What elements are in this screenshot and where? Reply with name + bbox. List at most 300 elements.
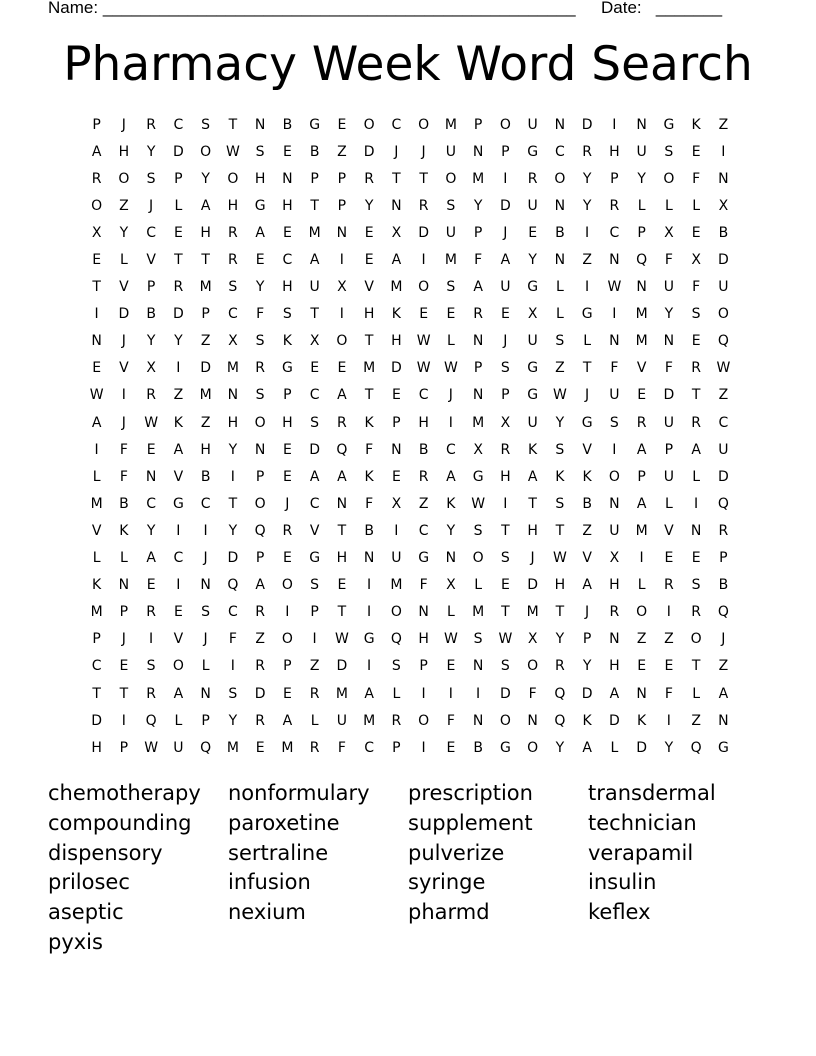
grid-letter[interactable]: S [282, 306, 292, 323]
grid-letter[interactable]: R [527, 170, 538, 187]
grid-letter[interactable]: A [473, 279, 483, 296]
grid-letter[interactable]: F [228, 631, 237, 648]
grid-letter[interactable]: Y [582, 197, 592, 214]
grid-letter[interactable]: E [391, 387, 401, 404]
grid-letter[interactable]: S [146, 658, 156, 675]
grid-letter[interactable]: F [337, 739, 346, 756]
grid-letter[interactable]: O [717, 306, 729, 323]
grid-letter[interactable]: A [200, 197, 211, 214]
grid-letter[interactable]: R [691, 360, 701, 377]
grid-letter[interactable]: S [255, 333, 265, 350]
grid-letter[interactable]: P [119, 739, 129, 756]
grid-letter[interactable]: U [500, 279, 511, 296]
grid-letter[interactable]: X [473, 441, 483, 458]
grid-letter[interactable]: B [146, 306, 156, 323]
grid-letter[interactable]: A [636, 495, 647, 512]
grid-letter[interactable]: Z [337, 143, 347, 160]
grid-letter[interactable]: K [173, 414, 183, 431]
grid-letter[interactable]: R [500, 441, 511, 458]
grid-letter[interactable]: T [555, 604, 565, 621]
grid-letter[interactable]: W [334, 631, 349, 648]
grid-letter[interactable]: T [501, 522, 510, 539]
grid-letter[interactable]: M [390, 577, 403, 594]
grid-letter[interactable]: G [663, 116, 675, 133]
grid-letter[interactable]: C [282, 252, 293, 269]
grid-letter[interactable]: X [391, 224, 402, 241]
grid-letter[interactable]: S [691, 577, 701, 594]
grid-letter[interactable]: I [503, 170, 508, 187]
grid-letter[interactable]: N [554, 197, 566, 214]
grid-letter[interactable]: M [390, 279, 403, 296]
grid-letter[interactable]: U [527, 333, 538, 350]
grid-letter[interactable]: A [173, 441, 184, 458]
grid-letter[interactable]: M [472, 170, 485, 187]
grid-letter[interactable]: U [609, 387, 620, 404]
grid-letter[interactable]: R [664, 577, 674, 594]
grid-letter[interactable]: Y [637, 170, 646, 187]
grid-letter[interactable]: X [664, 224, 674, 241]
grid-letter[interactable]: R [609, 197, 620, 214]
grid-letter[interactable]: E [691, 333, 701, 350]
grid-letter[interactable]: E [146, 441, 156, 458]
grid-letter[interactable]: W [552, 387, 567, 404]
grid-letter[interactable]: K [582, 468, 592, 485]
grid-letter[interactable]: F [365, 441, 374, 458]
grid-letter[interactable]: T [392, 170, 401, 187]
grid-letter[interactable]: Z [691, 712, 701, 729]
grid-letter[interactable]: P [283, 658, 292, 675]
grid-letter[interactable]: A [255, 224, 265, 241]
grid-letter[interactable]: V [636, 360, 647, 377]
grid-letter[interactable]: S [201, 604, 211, 621]
name-field[interactable]: __________________________________________________ [102, 0, 576, 17]
grid-letter[interactable]: E [146, 577, 156, 594]
grid-letter[interactable]: R [691, 414, 701, 431]
grid-letter[interactable]: P [92, 116, 101, 133]
grid-letter[interactable]: L [201, 658, 210, 675]
grid-letter[interactable]: B [309, 143, 320, 160]
grid-letter[interactable]: M [199, 387, 212, 404]
grid-letter[interactable]: T [310, 306, 319, 323]
grid-letter[interactable]: U [527, 414, 538, 431]
grid-letter[interactable]: K [528, 441, 538, 458]
grid-letter[interactable]: G [581, 414, 593, 431]
grid-letter[interactable]: J [585, 604, 590, 621]
grid-letter[interactable]: N [363, 550, 375, 567]
grid-letter[interactable]: C [200, 495, 211, 512]
grid-letter[interactable]: S [255, 387, 265, 404]
grid-letter[interactable]: I [176, 522, 181, 539]
grid-letter[interactable]: I [503, 495, 508, 512]
grid-letter[interactable]: O [336, 333, 348, 350]
grid-letter[interactable]: N [254, 441, 266, 458]
grid-letter[interactable]: X [718, 197, 729, 214]
grid-letter[interactable]: R [282, 522, 293, 539]
grid-letter[interactable]: P [337, 170, 347, 187]
grid-letter[interactable]: E [337, 360, 347, 377]
grid-letter[interactable]: I [585, 224, 590, 241]
grid-letter[interactable]: V [582, 550, 592, 567]
grid-letter[interactable]: S [391, 658, 401, 675]
grid-letter[interactable]: Y [228, 522, 238, 539]
grid-letter[interactable]: E [419, 306, 429, 323]
grid-letter[interactable]: G [281, 360, 293, 377]
grid-letter[interactable]: G [717, 739, 729, 756]
grid-letter[interactable]: M [444, 116, 457, 133]
grid-letter[interactable]: J [121, 414, 126, 431]
grid-letter[interactable]: F [664, 685, 673, 702]
grid-letter[interactable]: E [337, 577, 347, 594]
grid-letter[interactable]: Q [254, 522, 266, 539]
grid-letter[interactable]: D [717, 468, 729, 485]
grid-letter[interactable]: B [200, 468, 211, 485]
grid-letter[interactable]: I [666, 604, 671, 621]
grid-letter[interactable]: E [92, 252, 102, 269]
grid-letter[interactable]: A [500, 252, 511, 269]
grid-letter[interactable]: I [639, 550, 644, 567]
grid-letter[interactable]: S [446, 279, 456, 296]
grid-letter[interactable]: A [609, 685, 620, 702]
grid-letter[interactable]: Q [227, 577, 239, 594]
grid-letter[interactable]: I [339, 306, 344, 323]
grid-letter[interactable]: P [392, 414, 401, 431]
grid-letter[interactable]: H [609, 143, 620, 160]
grid-letter[interactable]: H [391, 333, 402, 350]
grid-letter[interactable]: K [92, 577, 102, 594]
grid-letter[interactable]: N [336, 495, 348, 512]
grid-letter[interactable]: K [119, 522, 129, 539]
grid-letter[interactable]: P [201, 712, 210, 729]
grid-letter[interactable]: O [281, 631, 293, 648]
grid-letter[interactable]: E [337, 116, 347, 133]
grid-letter[interactable]: Q [200, 739, 212, 756]
grid-letter[interactable]: H [609, 577, 620, 594]
grid-letter[interactable]: T [528, 495, 537, 512]
grid-letter[interactable]: W [144, 739, 159, 756]
grid-letter[interactable]: O [172, 658, 184, 675]
grid-letter[interactable]: I [448, 414, 453, 431]
grid-letter[interactable]: L [610, 739, 619, 756]
grid-letter[interactable]: Z [418, 495, 429, 512]
grid-letter[interactable]: L [119, 550, 128, 567]
grid-letter[interactable]: E [173, 224, 183, 241]
grid-letter[interactable]: M [635, 306, 648, 323]
grid-letter[interactable]: D [172, 306, 184, 323]
grid-letter[interactable]: Z [582, 522, 592, 539]
grid-letter[interactable]: R [255, 360, 265, 377]
grid-letter[interactable]: X [91, 224, 102, 241]
grid-letter[interactable]: M [635, 333, 648, 350]
grid-letter[interactable]: E [637, 387, 647, 404]
grid-letter[interactable]: C [364, 739, 375, 756]
grid-letter[interactable]: V [173, 468, 184, 485]
grid-letter[interactable]: R [582, 143, 592, 160]
grid-letter[interactable]: I [448, 685, 453, 702]
grid-letter[interactable]: G [527, 387, 539, 404]
grid-letter[interactable]: X [337, 279, 347, 296]
grid-letter[interactable]: H [609, 658, 620, 675]
grid-letter[interactable]: U [391, 550, 402, 567]
grid-letter[interactable]: P [582, 631, 592, 648]
grid-letter[interactable]: B [418, 441, 429, 458]
grid-letter[interactable]: E [691, 550, 701, 567]
grid-letter[interactable]: B [473, 739, 483, 756]
grid-letter[interactable]: U [336, 712, 347, 729]
grid-letter[interactable]: N [227, 387, 239, 404]
grid-letter[interactable]: E [92, 360, 102, 377]
grid-letter[interactable]: D [499, 685, 511, 702]
grid-letter[interactable]: U [445, 224, 456, 241]
grid-letter[interactable]: Y [664, 306, 674, 323]
grid-letter[interactable]: I [421, 252, 426, 269]
grid-letter[interactable]: X [446, 577, 456, 594]
grid-letter[interactable]: T [174, 252, 183, 269]
grid-letter[interactable]: S [310, 414, 320, 431]
grid-letter[interactable]: M [363, 360, 376, 377]
grid-letter[interactable]: H [282, 197, 293, 214]
grid-letter[interactable]: U [663, 414, 674, 431]
grid-letter[interactable]: A [91, 143, 102, 160]
grid-letter[interactable]: Z [636, 631, 647, 648]
grid-letter[interactable]: R [309, 685, 320, 702]
grid-letter[interactable]: A [309, 252, 320, 269]
grid-letter[interactable]: Z [173, 387, 184, 404]
grid-letter[interactable]: W [498, 631, 513, 648]
grid-letter[interactable]: F [692, 279, 701, 296]
grid-letter[interactable]: M [635, 522, 648, 539]
grid-letter[interactable]: L [174, 712, 183, 729]
grid-letter[interactable]: U [173, 739, 184, 756]
grid-letter[interactable]: O [91, 197, 103, 214]
grid-letter[interactable]: A [527, 468, 538, 485]
grid-letter[interactable]: N [527, 712, 538, 729]
grid-letter[interactable]: I [285, 604, 290, 621]
grid-letter[interactable]: A [173, 685, 184, 702]
grid-letter[interactable]: Y [201, 170, 210, 187]
grid-letter[interactable]: W [607, 279, 622, 296]
grid-letter[interactable]: S [310, 577, 320, 594]
grid-letter[interactable]: Y [582, 170, 592, 187]
grid-letter[interactable]: O [636, 604, 648, 621]
grid-letter[interactable]: N [472, 333, 484, 350]
grid-letter[interactable]: P [392, 739, 401, 756]
grid-letter[interactable]: O [663, 170, 675, 187]
grid-letter[interactable]: O [200, 143, 212, 160]
grid-letter[interactable]: R [146, 685, 156, 702]
grid-letter[interactable]: X [527, 306, 538, 323]
grid-letter[interactable]: J [585, 387, 590, 404]
grid-letter[interactable]: M [526, 604, 539, 621]
grid-letter[interactable]: P [501, 387, 510, 404]
grid-letter[interactable]: Q [336, 441, 348, 458]
grid-letter[interactable]: Q [554, 685, 566, 702]
grid-letter[interactable]: T [419, 170, 428, 187]
grid-letter[interactable]: R [228, 224, 238, 241]
grid-letter[interactable]: E [446, 739, 456, 756]
grid-letter[interactable]: J [285, 495, 290, 512]
grid-letter[interactable]: Q [554, 712, 566, 729]
grid-letter[interactable]: H [91, 739, 102, 756]
grid-letter[interactable]: N [418, 604, 429, 621]
grid-letter[interactable]: C [609, 224, 620, 241]
grid-letter[interactable]: Z [582, 252, 592, 269]
grid-letter[interactable]: F [474, 252, 483, 269]
grid-letter[interactable]: R [255, 712, 265, 729]
grid-letter[interactable]: O [418, 712, 430, 729]
grid-letter[interactable]: L [119, 252, 128, 269]
grid-letter[interactable]: Z [664, 631, 674, 648]
grid-letter[interactable]: T [555, 522, 565, 539]
grid-letter[interactable]: H [554, 577, 566, 594]
grid-letter[interactable]: P [255, 550, 265, 567]
grid-letter[interactable]: R [309, 739, 320, 756]
grid-letter[interactable]: E [691, 224, 701, 241]
grid-letter[interactable]: K [446, 495, 456, 512]
grid-letter[interactable]: I [367, 658, 372, 675]
grid-letter[interactable]: U [663, 468, 674, 485]
grid-letter[interactable]: D [581, 116, 593, 133]
grid-letter[interactable]: E [446, 658, 456, 675]
grid-letter[interactable]: J [503, 333, 508, 350]
grid-letter[interactable]: M [444, 252, 457, 269]
grid-letter[interactable]: J [203, 631, 208, 648]
grid-letter[interactable]: T [691, 658, 701, 675]
grid-letter[interactable]: Z [309, 658, 320, 675]
grid-letter[interactable]: H [418, 631, 429, 648]
grid-letter[interactable]: V [119, 360, 129, 377]
grid-letter[interactable]: D [227, 550, 239, 567]
grid-letter[interactable]: P [473, 116, 483, 133]
grid-letter[interactable]: Q [690, 739, 702, 756]
grid-letter[interactable]: W [716, 360, 731, 377]
grid-letter[interactable]: R [473, 306, 483, 323]
grid-letter[interactable]: F [446, 712, 455, 729]
grid-letter[interactable]: Z [555, 360, 565, 377]
grid-letter[interactable]: R [718, 522, 729, 539]
grid-letter[interactable]: E [282, 224, 292, 241]
grid-letter[interactable]: M [90, 495, 103, 512]
grid-letter[interactable]: O [690, 631, 702, 648]
grid-letter[interactable]: D [636, 739, 648, 756]
grid-letter[interactable]: J [394, 143, 399, 160]
grid-letter[interactable]: Z [718, 658, 729, 675]
grid-letter[interactable]: H [200, 441, 211, 458]
grid-letter[interactable]: G [418, 550, 430, 567]
grid-letter[interactable]: Y [146, 143, 156, 160]
grid-letter[interactable]: K [691, 116, 701, 133]
grid-letter[interactable]: L [92, 550, 101, 567]
grid-letter[interactable]: V [309, 522, 320, 539]
grid-letter[interactable]: I [94, 441, 99, 458]
grid-letter[interactable]: N [91, 333, 102, 350]
grid-letter[interactable]: G [527, 143, 539, 160]
grid-letter[interactable]: E [500, 577, 510, 594]
grid-letter[interactable]: P [283, 387, 292, 404]
grid-letter[interactable]: T [337, 522, 347, 539]
grid-letter[interactable]: Q [717, 333, 729, 350]
grid-letter[interactable]: B [718, 224, 729, 241]
grid-letter[interactable]: P [146, 279, 156, 296]
grid-letter[interactable]: Y [146, 333, 156, 350]
grid-letter[interactable]: D [717, 252, 729, 269]
grid-letter[interactable]: I [121, 387, 126, 404]
grid-letter[interactable]: A [91, 414, 102, 431]
grid-letter[interactable]: R [91, 170, 102, 187]
grid-letter[interactable]: L [174, 197, 183, 214]
grid-letter[interactable]: V [119, 279, 129, 296]
grid-letter[interactable]: Y [228, 712, 238, 729]
grid-letter[interactable]: T [310, 197, 319, 214]
grid-letter[interactable]: Q [145, 712, 157, 729]
grid-letter[interactable]: F [119, 441, 128, 458]
grid-letter[interactable]: Y [255, 279, 265, 296]
grid-letter[interactable]: A [309, 468, 320, 485]
grid-letter[interactable]: G [254, 197, 266, 214]
grid-letter[interactable]: O [363, 116, 375, 133]
grid-letter[interactable]: N [718, 712, 729, 729]
grid-letter[interactable]: D [499, 197, 511, 214]
grid-letter[interactable]: I [312, 631, 317, 648]
grid-letter[interactable]: F [610, 360, 619, 377]
grid-letter[interactable]: M [90, 604, 103, 621]
grid-letter[interactable]: Y [364, 197, 374, 214]
grid-letter[interactable]: L [474, 577, 483, 594]
grid-letter[interactable]: R [228, 252, 238, 269]
grid-letter[interactable]: M [226, 739, 239, 756]
grid-letter[interactable]: N [636, 279, 647, 296]
grid-letter[interactable]: I [421, 685, 426, 702]
grid-letter[interactable]: D [527, 577, 539, 594]
grid-letter[interactable]: A [636, 441, 647, 458]
grid-letter[interactable]: X [500, 414, 511, 431]
grid-letter[interactable]: X [609, 550, 620, 567]
grid-letter[interactable]: T [92, 279, 101, 296]
grid-letter[interactable]: P [119, 604, 129, 621]
grid-letter[interactable]: P [473, 224, 483, 241]
grid-letter[interactable]: K [582, 712, 592, 729]
grid-letter[interactable]: I [176, 577, 181, 594]
grid-letter[interactable]: Z [255, 631, 265, 648]
grid-letter[interactable]: O [254, 495, 266, 512]
grid-letter[interactable]: D [172, 143, 184, 160]
grid-letter[interactable]: O [499, 712, 511, 729]
grid-letter[interactable]: M [281, 739, 294, 756]
grid-letter[interactable]: I [694, 495, 699, 512]
grid-letter[interactable]: W [443, 631, 458, 648]
grid-letter[interactable]: C [146, 224, 157, 241]
grid-letter[interactable]: Y [119, 224, 129, 241]
grid-letter[interactable]: O [554, 170, 566, 187]
grid-letter[interactable]: I [230, 658, 235, 675]
grid-letter[interactable]: J [721, 631, 726, 648]
grid-letter[interactable]: V [364, 279, 374, 296]
grid-letter[interactable]: E [282, 441, 292, 458]
grid-letter[interactable]: E [364, 252, 374, 269]
grid-letter[interactable]: S [255, 143, 265, 160]
grid-letter[interactable]: Y [146, 522, 156, 539]
grid-letter[interactable]: D [390, 360, 402, 377]
grid-letter[interactable]: S [473, 522, 483, 539]
grid-letter[interactable]: O [418, 279, 430, 296]
grid-letter[interactable]: C [146, 495, 157, 512]
grid-letter[interactable]: I [394, 522, 399, 539]
grid-letter[interactable]: A [255, 577, 265, 594]
grid-letter[interactable]: M [226, 360, 239, 377]
grid-letter[interactable]: L [583, 333, 592, 350]
grid-letter[interactable]: C [227, 604, 238, 621]
grid-letter[interactable]: C [91, 658, 102, 675]
grid-letter[interactable]: R [337, 414, 347, 431]
